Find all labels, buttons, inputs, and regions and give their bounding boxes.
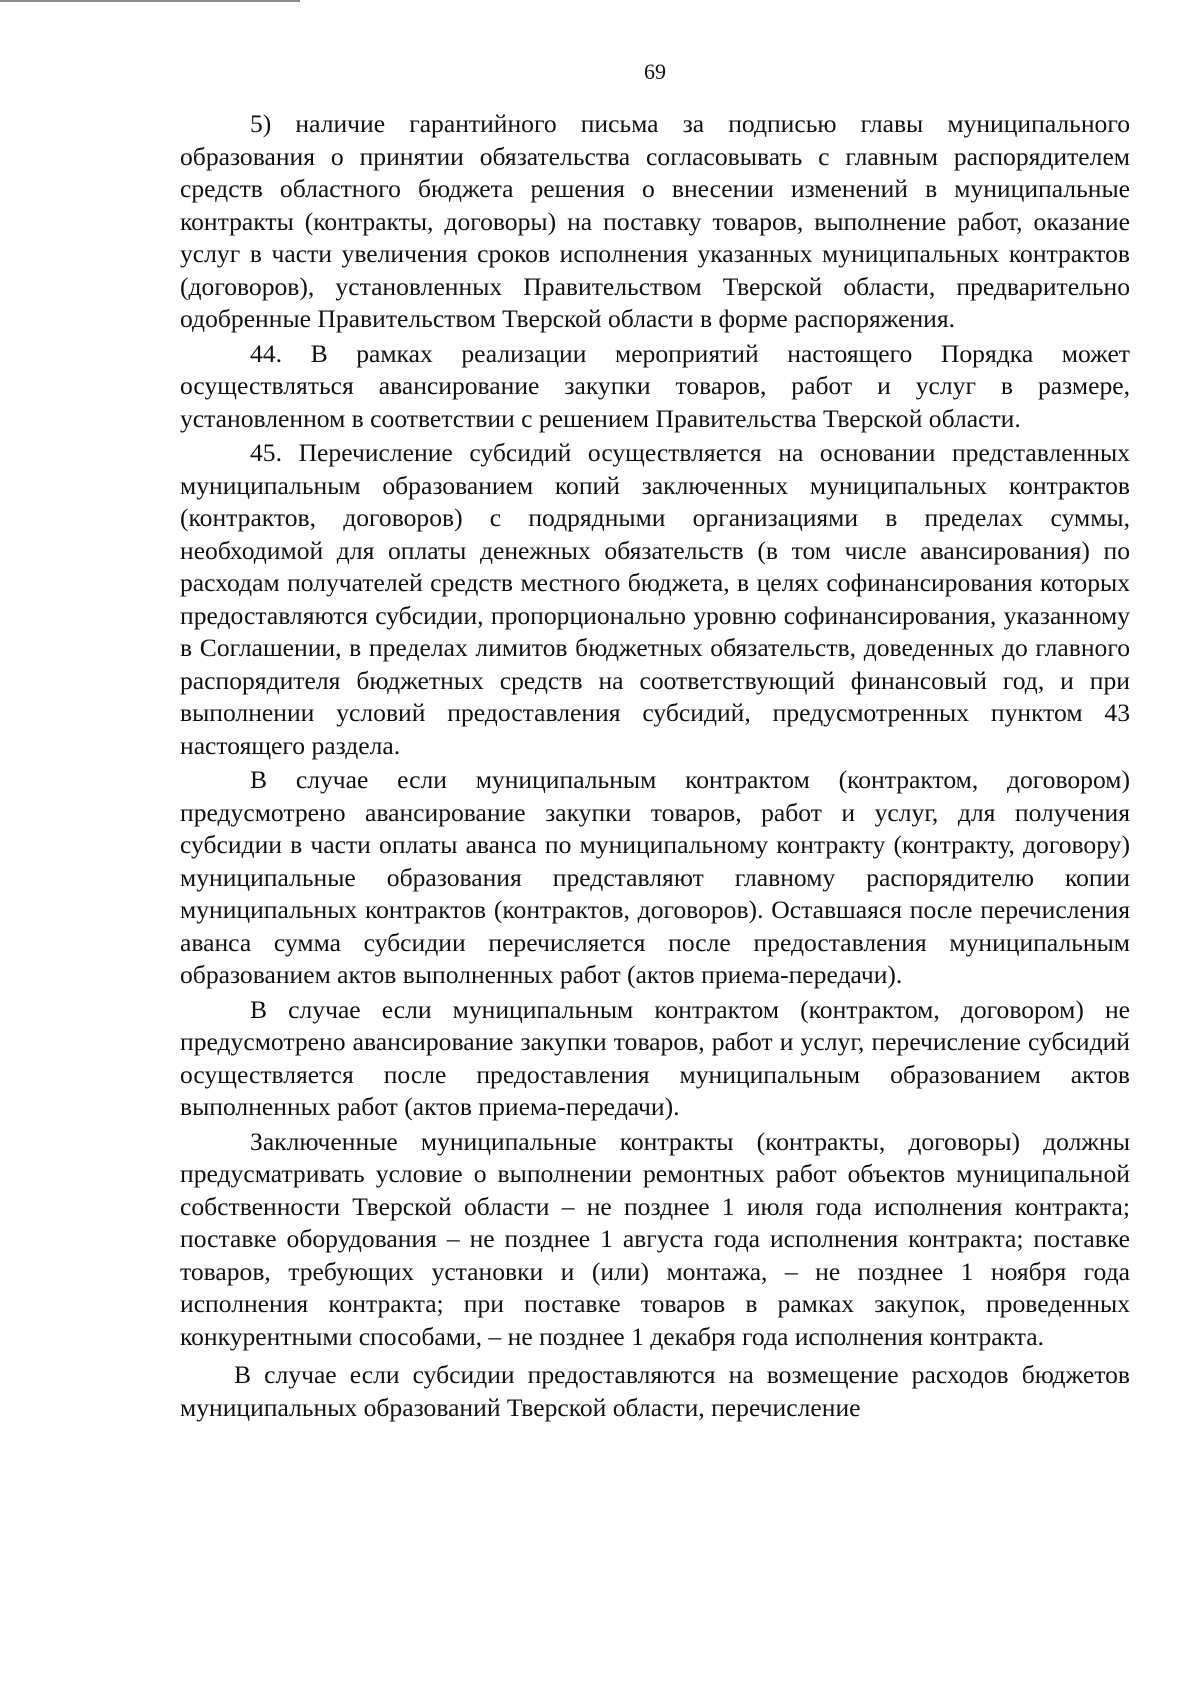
paragraph-contract-deadlines: Заключенные муниципальные контракты (контракты, договоры) должны предусматривать условие о выполнении ремонтных работ объектов муниципальной собственности Тверской области – не позднее 1 июля года исполнения контракта; поставке оборудования – не позднее 1 августа года исполнения контракта; поставке товаров, требующих установки и (или) монтажа, – не позднее 1 ноября года исполнения контракта; при поставке товаров в рамках закупок, проведенных конкурентными способами, – не позднее 1 декабря года исполнения контракта. (180, 1126, 1130, 1351)
paragraph-section-44: 44. В рамках реализации мероприятий настоящего Порядка может осуществляться авансирование закупки товаров, работ и услуг в размере, установленном в соответствии с решением Правительства Тверской области. (180, 338, 1130, 433)
paragraph-reimbursement: В случае если субсидии предоставляются на возмещение расходов бюджетов муниципальных образований Тверской области, перечисление (180, 1360, 1130, 1422)
paragraph-section-45: 45. Перечисление субсидий осуществляется на основании представленных муниципальным образованием копий заключенных муниципальных контрактов (контрактов, договоров) с подрядными организациями в пределах суммы, необходимой для оплаты денежных обязательств (в том числе авансирования) по расходам получателей средств местного бюджета, в целях софинансирования которых предоставляются субсидии, пропорционально уровню софинансирования, указанному в Соглашении, в пределах лимитов бюджетных обязательств, доведенных до главного распорядителя бюджетных средств на соответствующий финансовый год, и при выполнении условий предоставления субсидий, предусмотренных пунктом 43 настоящего раздела. (180, 438, 1130, 760)
page-number: 69 (644, 59, 666, 84)
document-page (180, 56, 1130, 1424)
paragraph-item-5: 5) наличие гарантийного письма за подписью главы муниципального образования о принятии обязательства согласовывать с главным распорядителем средств областного бюджета решения о внесении изменений в муниципальные контракты (контракты, договоры) на поставку товаров, выполнение работ, оказание услуг в части увеличения сроков исполнения указанных муниципальных контрактов (договоров), установленных Правительством Тверской области, предварительно одобренные Правительством Тверской области в форме распоряжения. (180, 109, 1130, 333)
paragraph-no-advance: В случае если муниципальным контрактом (контрактом, договором) не предусмотрено авансирование закупки товаров, работ и услуг, перечисление субсидий осуществляется после предоставления муниципальным образованием актов выполненных работ (актов приема-передачи). (180, 994, 1130, 1121)
scan-edge-line (0, 0, 300, 2)
paragraph-advance-payment: В случае если муниципальным контрактом (контрактом, договором) предусмотрено авансирование закупки товаров, работ и услуг, для получения субсидии в части оплаты аванса по муниципальному контракту (контракту, договору) муниципальные образования представляют главному распорядителю копии муниципальных контрактов (контрактов, договоров). Оставшаяся после перечисления аванса сумма субсидии перечисляется после предоставления муниципальным образованием актов выполненных работ (актов приема-передачи). (180, 765, 1130, 989)
